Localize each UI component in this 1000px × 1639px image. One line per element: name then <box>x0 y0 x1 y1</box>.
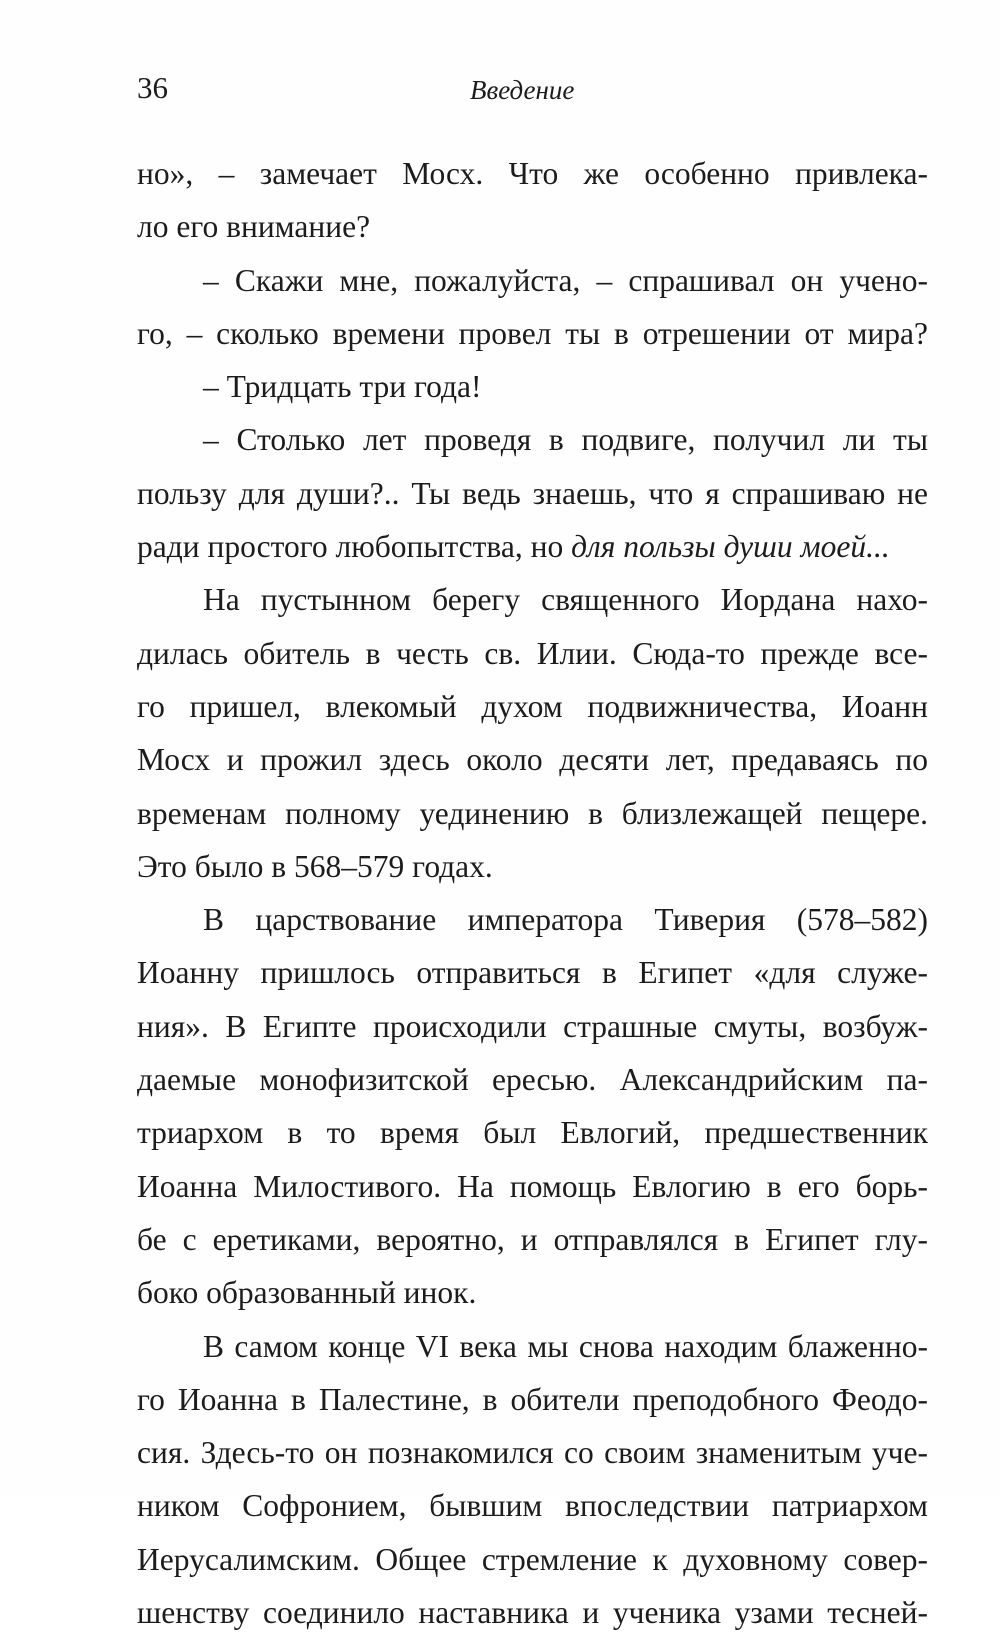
page-header <box>137 68 928 112</box>
text-line: пользу для души?.. Ты ведь знаешь, что я спрашиваю не <box>137 475 928 511</box>
text-line: го, – сколько времени провел ты в отрешении от мира? <box>137 315 928 351</box>
text-line: Иоанну пришлось отправиться в Египет «для служе- <box>137 955 928 991</box>
text-line: временам полному уединению в близлежащей пещере. <box>137 795 928 831</box>
text-line: ния». В Египте происходили страшные смуты, возбуж- <box>137 1008 928 1044</box>
text-line: – Скажи мне, пожалуйста, – спрашивал он учено- <box>203 262 928 298</box>
text-line: ником Софронием, бывшим впоследствии патриархом <box>137 1488 928 1524</box>
text-line: В самом конце VI века мы снова находим блаженно- <box>203 1328 928 1364</box>
text-line: Иоанна Милостивого. На помощь Евлогию в его борь- <box>137 1168 928 1204</box>
text-line: ло его внимание? <box>137 209 371 245</box>
text-line: Это было в 568–579 годах. <box>137 848 493 884</box>
text-line: сия. Здесь-то он познакомился со своим знаменитым уче- <box>137 1435 928 1471</box>
text-line: боко образованный инок. <box>137 1275 477 1311</box>
text-line: но», – замечает Мосх. Что же особенно привлека- <box>137 156 928 191</box>
text-line <box>137 520 928 573</box>
text-line: го пришел, влекомый духом подвижничества, Иоанн <box>137 688 928 724</box>
text-line-italic: для пользы души моей... <box>571 529 890 565</box>
text-line: шенству соединило наставника и ученика узами тесней- <box>137 1595 928 1631</box>
text-line: На пустынном берегу священного Иордана нахо- <box>203 582 928 618</box>
text-line: го Иоанна в Палестине, в обители преподобного Феодо- <box>137 1381 928 1417</box>
text-line: дилась обитель в честь св. Илии. Сюда-то прежде все- <box>137 635 928 671</box>
text-line: Мосх и прожил здесь около десяти лет, предаваясь по <box>137 742 928 778</box>
body-text <box>137 147 928 1639</box>
text-line: бе с еретиками, вероятно, и отправлялся в Египет глу- <box>137 1221 928 1257</box>
text-line: – Столько лет проведя в подвиге, получил ли ты <box>203 422 928 458</box>
page-number: 36 <box>137 70 168 105</box>
text-line: В царствование императора Тиверия (578–582) <box>203 902 928 938</box>
running-head: Введение <box>470 75 575 105</box>
text-line: триархом в то время был Евлогий, предшественник <box>137 1115 928 1151</box>
text-line-roman: ради простого любопытства, но <box>137 529 564 565</box>
text-line: Иерусалимским. Общее стремление к духовному совер- <box>137 1541 928 1577</box>
text-line: даемые монофизитской ересью. Александрийским па- <box>137 1062 928 1098</box>
text-line: – Тридцать три года! <box>203 369 482 405</box>
